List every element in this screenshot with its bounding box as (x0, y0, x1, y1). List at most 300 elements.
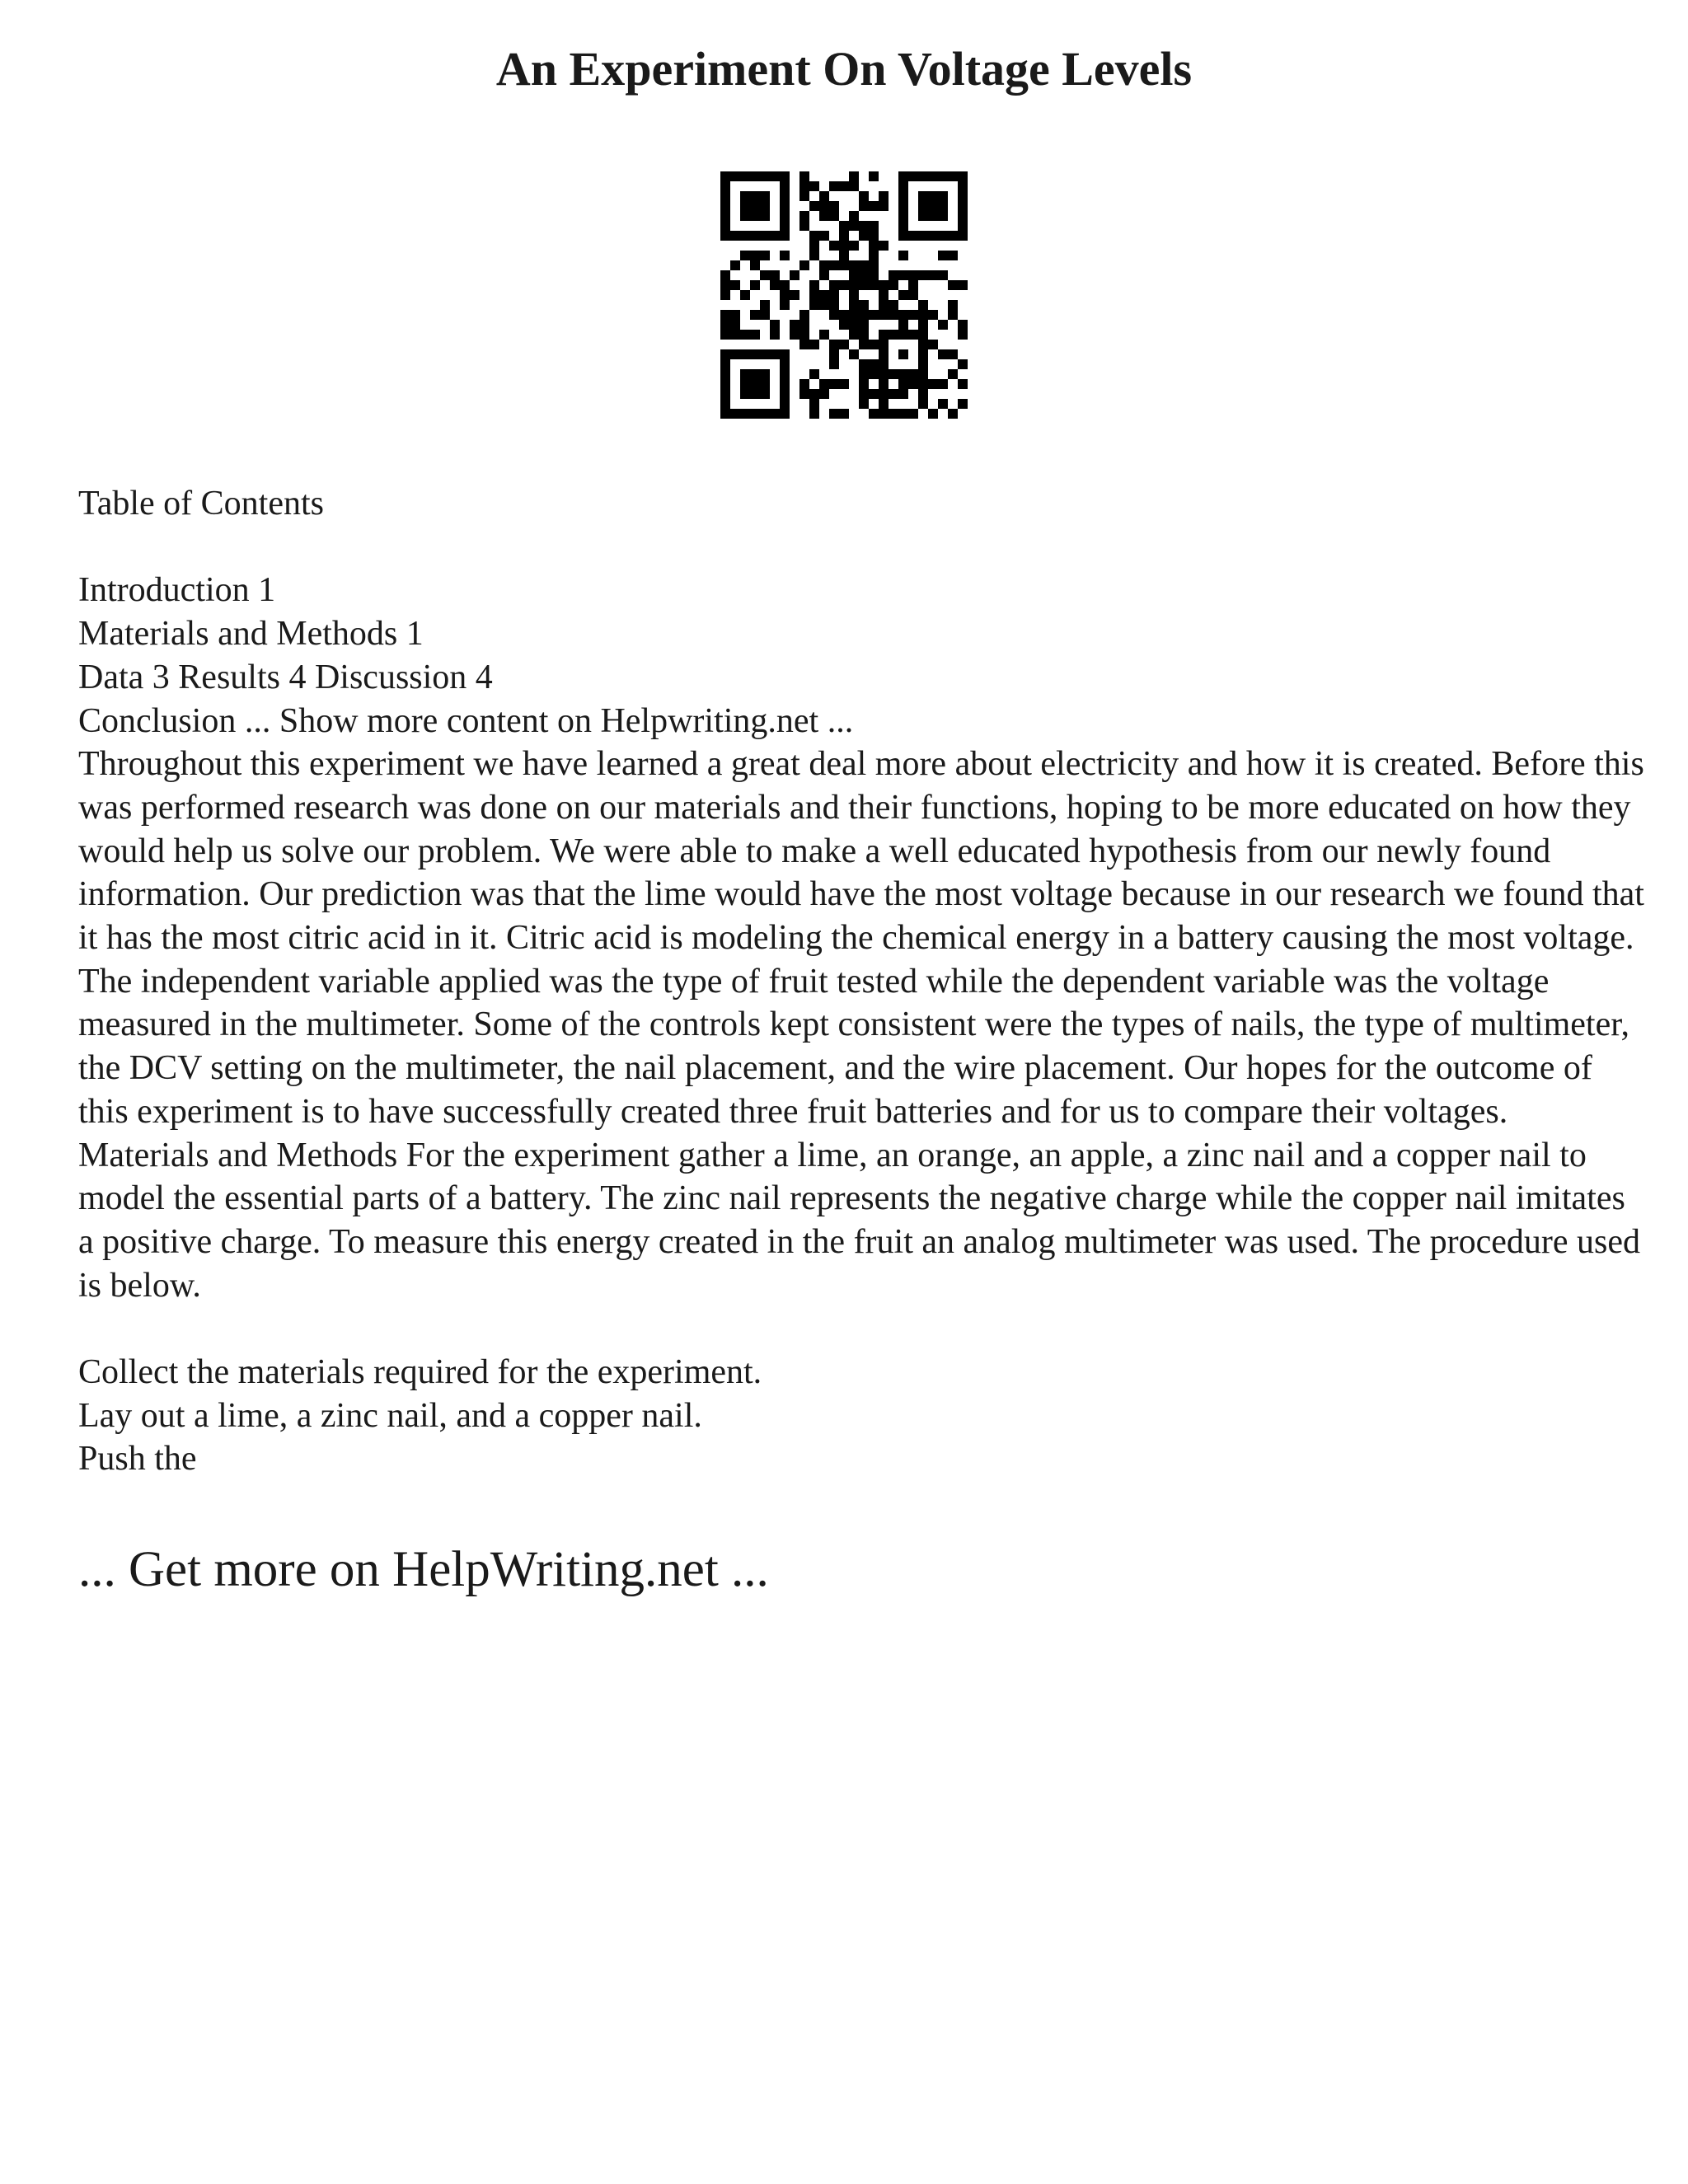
qr-module (770, 231, 780, 241)
qr-module (879, 330, 889, 340)
qr-module (879, 290, 889, 300)
qr-module (928, 409, 938, 419)
qr-module (730, 349, 740, 359)
qr-module (889, 310, 898, 320)
qr-module (938, 211, 948, 221)
qr-module (780, 369, 790, 379)
qr-module (869, 260, 879, 270)
qr-module (869, 241, 879, 251)
qr-module (859, 300, 869, 310)
qr-module (809, 369, 819, 379)
qr-module (879, 379, 889, 389)
qr-module (908, 379, 918, 389)
qr-module (849, 300, 859, 310)
qr-module (809, 201, 819, 211)
document-body (78, 482, 1644, 1481)
qr-module (760, 191, 770, 201)
qr-module (928, 379, 938, 389)
qr-module (918, 369, 928, 379)
procedure-step: Lay out a lime, a zinc nail, and a copper nail. (78, 1396, 702, 1435)
qr-module (898, 191, 908, 201)
qr-module (720, 399, 730, 409)
qr-module (809, 290, 819, 300)
qr-module (740, 379, 750, 389)
qr-module (918, 379, 928, 389)
qr-module (819, 270, 829, 280)
qr-module (849, 310, 859, 320)
qr-module (849, 211, 859, 221)
qr-module (908, 280, 918, 290)
qr-module (839, 280, 849, 290)
qr-module (958, 221, 968, 231)
qr-module (898, 409, 908, 419)
qr-module (720, 330, 730, 340)
qr-module (730, 280, 740, 290)
qr-module (740, 349, 750, 359)
qr-module (918, 399, 928, 409)
qr-module (918, 359, 928, 369)
qr-module (859, 399, 869, 409)
qr-module (829, 211, 839, 221)
qr-module (720, 320, 730, 330)
qr-module (829, 409, 839, 419)
qr-module (898, 211, 908, 221)
qr-module (750, 260, 760, 270)
qr-module (958, 359, 968, 369)
qr-module (829, 359, 839, 369)
qr-module (839, 221, 849, 231)
qr-module (898, 181, 908, 191)
qr-module (869, 171, 879, 181)
qr-module (799, 211, 809, 221)
qr-module (879, 201, 889, 211)
qr-module (740, 211, 750, 221)
qr-module (799, 330, 809, 340)
qr-module (740, 191, 750, 201)
qr-module (760, 369, 770, 379)
qr-module (928, 310, 938, 320)
qr-module (730, 409, 740, 419)
qr-module (938, 201, 948, 211)
qr-module (859, 369, 869, 379)
qr-module (898, 310, 908, 320)
qr-module (918, 270, 928, 280)
qr-module (730, 171, 740, 181)
qr-module (889, 389, 898, 399)
qr-module (799, 389, 809, 399)
qr-module (869, 270, 879, 280)
qr-module (889, 280, 898, 290)
qr-module (958, 330, 968, 340)
qr-module (799, 379, 809, 389)
get-more-link[interactable]: ... Get more on HelpWriting.net ... (78, 1542, 769, 1597)
qr-module (958, 379, 968, 389)
toc-line-introduction: Introduction 1 (78, 571, 276, 610)
qr-module (879, 399, 889, 409)
qr-module (720, 191, 730, 201)
qr-module (760, 270, 770, 280)
qr-module (918, 191, 928, 201)
qr-module (750, 330, 760, 340)
qr-module (839, 251, 849, 260)
qr-module (740, 171, 750, 181)
qr-module (790, 270, 799, 280)
qr-module (958, 320, 968, 330)
intro-paragraph: Throughout this experiment we have learned a great deal more about electricity and how it is created. Before this was performed research was done on our materials and their functions, hoping to be more educated on how they would help us solve our problem. We were able to make a well educated hypothesis from our newly found information. Our prediction was that the lime would have the most voltage because in our research we found that it has the most citric acid in it. Citric acid is modeling the chemical energy in a battery causing the most voltage. The independent variable applied was the type of fruit tested while the dependent variable was the voltage measured in the multimeter. Some of the controls kept consistent were the types of nails, the type of multimeter, the DCV setting on the multimeter, the nail placement, and the wire placement. Our hopes for the outcome of this experiment is to have successfully created three fruit batteries and for us to compare their voltages. (78, 745, 1644, 1131)
qr-module (770, 330, 780, 340)
procedure-step: Push the (78, 1440, 197, 1479)
qr-module (780, 211, 790, 221)
spacer (78, 526, 1644, 569)
qr-module (898, 221, 908, 231)
qr-module (938, 399, 948, 409)
qr-module (829, 201, 839, 211)
qr-module (898, 320, 908, 330)
qr-module (898, 171, 908, 181)
qr-module (849, 171, 859, 181)
toc-heading: Table of Contents (78, 485, 324, 523)
toc-line-data-results-discussion: Data 3 Results 4 Discussion 4 (78, 658, 493, 696)
qr-module (839, 241, 849, 251)
qr-module (859, 320, 869, 330)
procedure-step: Collect the materials required for the experiment. (78, 1353, 762, 1392)
qr-module (799, 181, 809, 191)
qr-module (879, 359, 889, 369)
qr-module (720, 270, 730, 280)
qr-module (889, 270, 898, 280)
qr-module (859, 330, 869, 340)
qr-module (720, 379, 730, 389)
qr-module (958, 191, 968, 201)
qr-module (829, 241, 839, 251)
qr-module (849, 260, 859, 270)
qr-module (760, 379, 770, 389)
qr-module (948, 231, 958, 241)
qr-module (889, 409, 898, 419)
qr-module (928, 201, 938, 211)
qr-module (908, 310, 918, 320)
qr-module (839, 260, 849, 270)
qr-module (898, 389, 908, 399)
qr-module (720, 280, 730, 290)
qr-module (918, 171, 928, 181)
qr-module (859, 221, 869, 231)
qr-module (898, 369, 908, 379)
qr-module (839, 310, 849, 320)
qr-module (938, 320, 948, 330)
qr-module (770, 280, 780, 290)
qr-module (859, 280, 869, 290)
qr-module (809, 231, 819, 241)
qr-module (879, 369, 889, 379)
qr-module (839, 409, 849, 419)
qr-module (879, 300, 889, 310)
qr-module (928, 270, 938, 280)
qr-module (908, 330, 918, 340)
qr-module (730, 320, 740, 330)
qr-module (849, 290, 859, 300)
qr-module (898, 330, 908, 340)
qr-module (750, 349, 760, 359)
qr-module (780, 280, 790, 290)
qr-module (918, 330, 928, 340)
qr-module (948, 349, 958, 359)
qr-module (859, 310, 869, 320)
qr-module (720, 201, 730, 211)
qr-module (898, 231, 908, 241)
qr-module (760, 231, 770, 241)
qr-module (829, 280, 839, 290)
qr-module (908, 171, 918, 181)
qr-module (958, 171, 968, 181)
qr-module (780, 201, 790, 211)
qr-module (750, 191, 760, 201)
qr-module (770, 320, 780, 330)
qr-module (829, 300, 839, 310)
qr-module (859, 340, 869, 349)
qr-module (720, 369, 730, 379)
qr-module (740, 389, 750, 399)
qr-module (819, 290, 829, 300)
qr-module (819, 191, 829, 201)
qr-module (869, 280, 879, 290)
qr-module (799, 320, 809, 330)
qr-module (869, 221, 879, 231)
qr-module (839, 379, 849, 389)
spacer (78, 1307, 1644, 1351)
qr-module (819, 231, 829, 241)
qr-module (958, 201, 968, 211)
qr-module (918, 310, 928, 320)
qr-module (809, 181, 819, 191)
qr-module (829, 290, 839, 300)
qr-module (859, 201, 869, 211)
qr-module (780, 171, 790, 181)
qr-module (958, 231, 968, 241)
qr-module (889, 369, 898, 379)
qr-module (760, 251, 770, 260)
qr-module (908, 290, 918, 300)
qr-module (898, 201, 908, 211)
qr-module (948, 300, 958, 310)
qr-module (938, 251, 948, 260)
qr-module (879, 349, 889, 359)
qr-module (809, 251, 819, 260)
qr-module (730, 260, 740, 270)
qr-module (809, 300, 819, 310)
qr-module (720, 310, 730, 320)
qr-module (898, 379, 908, 389)
qr-module (770, 270, 780, 280)
qr-module (760, 211, 770, 221)
qr-module (839, 320, 849, 330)
qr-module (760, 171, 770, 181)
qr-module (918, 349, 928, 359)
qr-module (750, 280, 760, 290)
qr-module (770, 409, 780, 419)
qr-module (750, 369, 760, 379)
qr-module (730, 330, 740, 340)
qr-module (908, 369, 918, 379)
qr-module (898, 251, 908, 260)
qr-module (859, 359, 869, 369)
qr-module (809, 409, 819, 419)
qr-module (849, 349, 859, 359)
qr-module (730, 310, 740, 320)
qr-module (819, 201, 829, 211)
qr-module (869, 310, 879, 320)
qr-module (720, 409, 730, 419)
qr-module (780, 300, 790, 310)
qr-module (740, 251, 750, 260)
qr-module (829, 340, 839, 349)
qr-module (780, 389, 790, 399)
qr-module (958, 211, 968, 221)
qr-code-graphic (720, 171, 968, 419)
qr-module (720, 389, 730, 399)
qr-module (869, 251, 879, 260)
qr-module (750, 171, 760, 181)
qr-module (938, 191, 948, 201)
qr-module (948, 171, 958, 181)
qr-module (799, 191, 809, 201)
qr-module (819, 260, 829, 270)
qr-module (819, 389, 829, 399)
qr-module (908, 270, 918, 280)
qr-module (879, 340, 889, 349)
qr-module (869, 201, 879, 211)
qr-module (809, 389, 819, 399)
qr-module (849, 320, 859, 330)
toc-line-materials: Materials and Methods 1 (78, 615, 424, 654)
qr-module (780, 290, 790, 300)
qr-module (720, 221, 730, 231)
qr-module (879, 241, 889, 251)
qr-module (849, 280, 859, 290)
qr-module (760, 310, 770, 320)
qr-module (898, 290, 908, 300)
qr-module (750, 201, 760, 211)
qr-module (879, 409, 889, 419)
qr-module (928, 191, 938, 201)
qr-module (869, 231, 879, 241)
qr-module (948, 251, 958, 260)
qr-module (760, 201, 770, 211)
qr-module (780, 379, 790, 389)
qr-module (918, 211, 928, 221)
qr-module (750, 389, 760, 399)
qr-module (948, 310, 958, 320)
qr-module (750, 251, 760, 260)
qr-module (839, 340, 849, 349)
qr-module (839, 231, 849, 241)
document-title: An Experiment On Voltage Levels (495, 42, 1193, 96)
qr-module (859, 231, 869, 241)
qr-module (760, 300, 770, 310)
qr-module (849, 270, 859, 280)
qr-module (918, 340, 928, 349)
qr-module (809, 340, 819, 349)
qr-module (760, 409, 770, 419)
qr-module (720, 349, 730, 359)
qr-module (869, 369, 879, 379)
qr-module (740, 231, 750, 241)
qr-module (799, 310, 809, 320)
qr-module (809, 399, 819, 409)
qr-module (780, 221, 790, 231)
qr-module (879, 191, 889, 201)
qr-module (938, 231, 948, 241)
qr-module (879, 280, 889, 290)
qr-module (938, 379, 948, 389)
qr-module (809, 241, 819, 251)
qr-module (898, 270, 908, 280)
qr-module (740, 409, 750, 419)
qr-module (849, 181, 859, 191)
qr-module (819, 379, 829, 389)
qr-module (780, 251, 790, 260)
qr-module (829, 310, 839, 320)
qr-module (889, 330, 898, 340)
qr-module (799, 171, 809, 181)
qr-code-icon (720, 171, 968, 419)
qr-module (918, 389, 928, 399)
qr-module (720, 171, 730, 181)
qr-module (750, 231, 760, 241)
qr-module (829, 181, 839, 191)
qr-module (780, 191, 790, 201)
qr-module (839, 181, 849, 191)
qr-module (908, 231, 918, 241)
qr-module (869, 340, 879, 349)
qr-module (799, 340, 809, 349)
qr-module (869, 359, 879, 369)
qr-module (938, 270, 948, 280)
qr-module (958, 280, 968, 290)
qr-module (938, 171, 948, 181)
qr-module (879, 389, 889, 399)
qr-module (938, 349, 948, 359)
qr-module (780, 181, 790, 191)
toc-line-conclusion: Conclusion ... Show more content on Helpwriting.net ... (78, 701, 854, 740)
qr-module (928, 171, 938, 181)
qr-module (869, 409, 879, 419)
qr-module (829, 379, 839, 389)
qr-module (720, 290, 730, 300)
qr-module (958, 399, 968, 409)
qr-module (958, 181, 968, 191)
qr-module (790, 330, 799, 340)
qr-module (829, 349, 839, 359)
qr-module (799, 260, 809, 270)
qr-module (730, 231, 740, 241)
qr-module (928, 340, 938, 349)
qr-module (770, 171, 780, 181)
qr-module (849, 241, 859, 251)
qr-module (948, 409, 958, 419)
qr-module (829, 260, 839, 270)
qr-module (750, 409, 760, 419)
qr-module (918, 300, 928, 310)
qr-module (780, 359, 790, 369)
qr-module (819, 330, 829, 340)
qr-module (740, 290, 750, 300)
qr-module (760, 349, 770, 359)
qr-module (750, 310, 760, 320)
qr-module (740, 201, 750, 211)
qr-module (740, 369, 750, 379)
qr-module (790, 290, 799, 300)
